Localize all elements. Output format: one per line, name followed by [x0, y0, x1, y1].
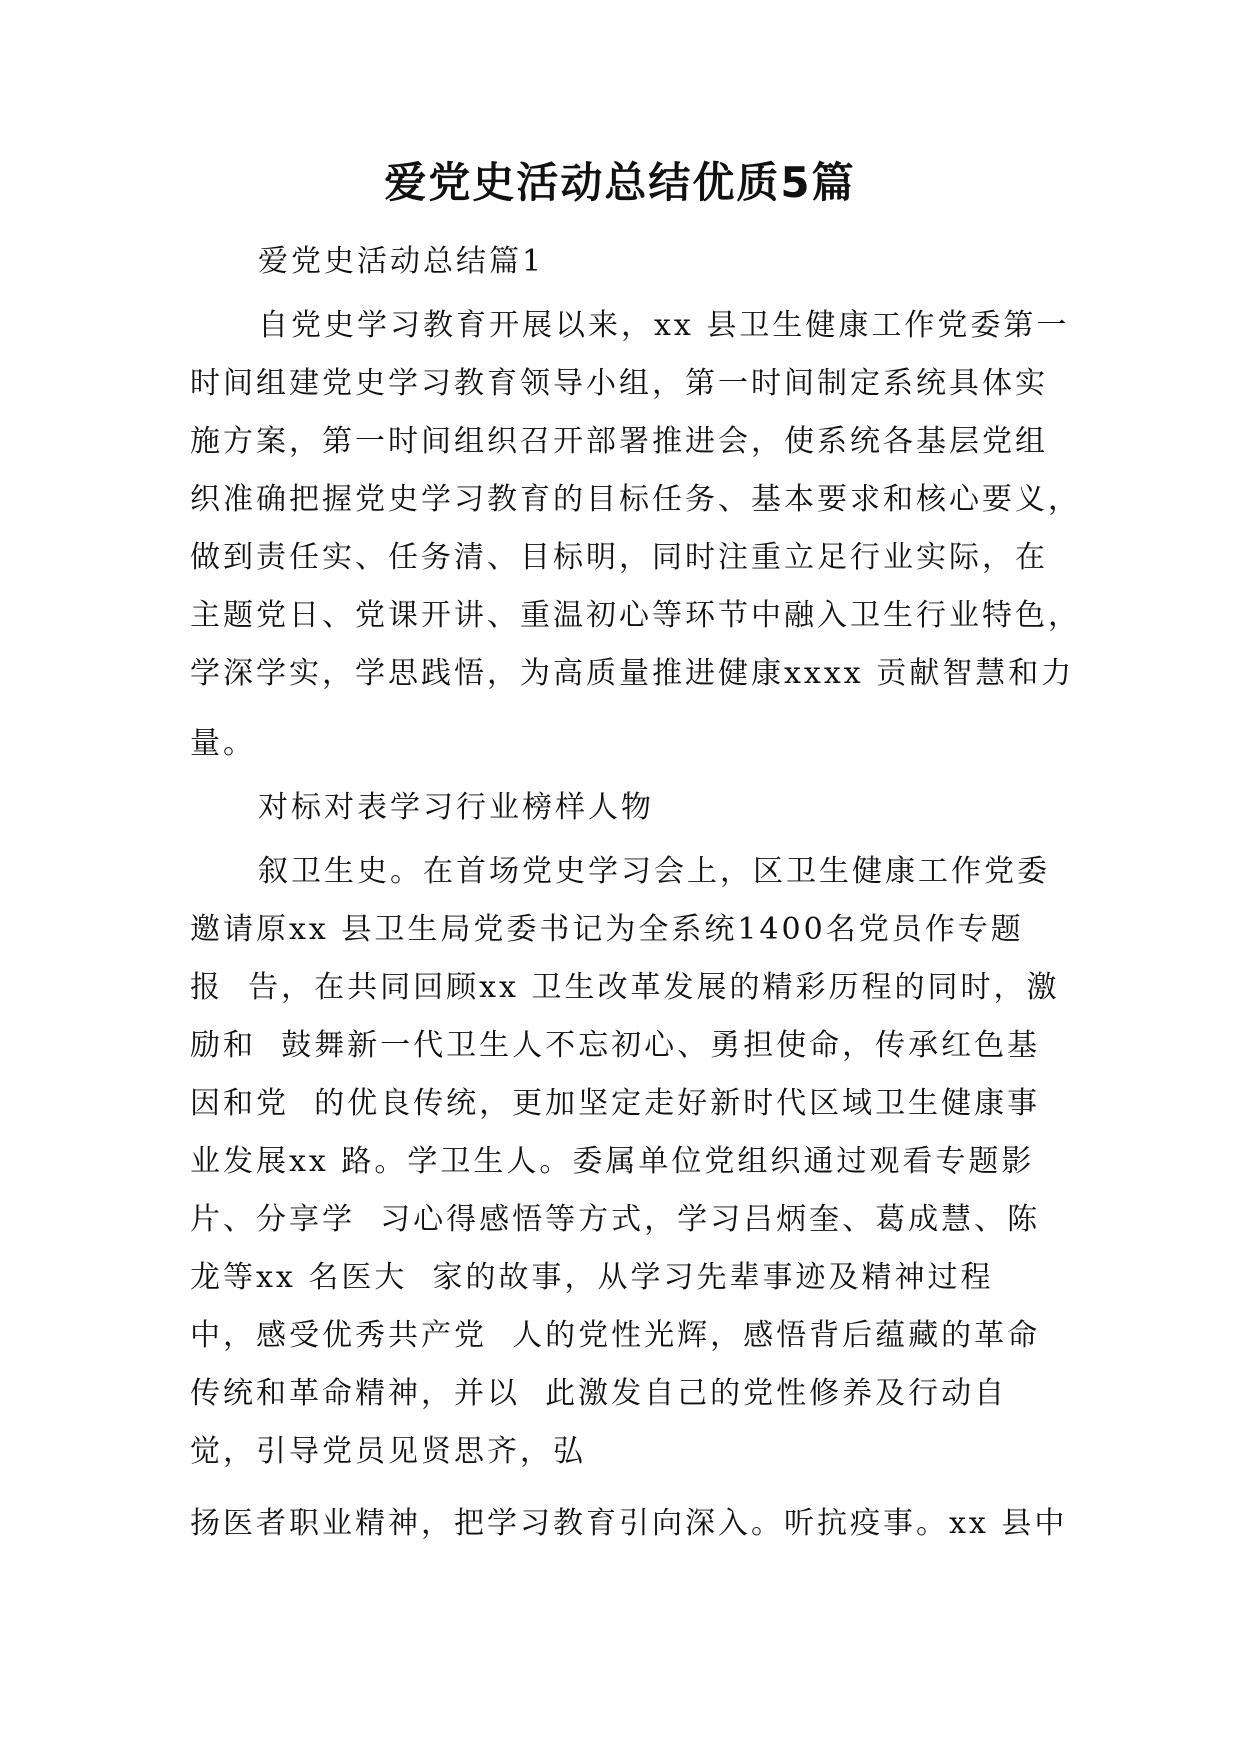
section-heading: 对标对表学习行业榜样人物	[258, 790, 654, 825]
paragraph-line: 叙卫生史。在首场党史学习会上，区卫生健康工作党委	[258, 854, 1050, 889]
paragraph-line: 片、分享学 习心得感悟等方式，学习吕炳奎、葛成慧、陈	[190, 1202, 1041, 1237]
paragraph-line: 自党史学习教育开展以来，xx 县卫生健康工作党委第一	[258, 308, 1070, 343]
paragraph-line: 龙等xx 名医大 家的故事，从学习先辈事迹及精神过程	[190, 1260, 994, 1295]
paragraph-line: 时间组建党史学习教育领导小组，第一时间制定系统具体实	[190, 366, 1048, 401]
paragraph-line: 报 告，在共同回顾xx 卫生改革发展的精彩历程的同时，激	[190, 970, 1060, 1005]
document-title: 爱党史活动总结优质5篇	[384, 158, 856, 207]
paragraph-line: 业发展xx 路。学卫生人。委属单位党组织通过观看专题影	[190, 1144, 1035, 1179]
paragraph-line: 扬医者职业精神，把学习教育引向深入。听抗疫事。xx 县中	[190, 1506, 1068, 1541]
section-subtitle: 爱党史活动总结篇1	[258, 244, 545, 279]
paragraph-line: 觉，引导党员见贤思齐，弘	[190, 1434, 586, 1469]
paragraph-line: 中，感受优秀共产党 人的党性光辉，感悟背后蕴藏的革命	[190, 1318, 1041, 1353]
paragraph-line: 因和党 的优良传统，更加坚定走好新时代区域卫生健康事	[190, 1086, 1041, 1121]
paragraph-line: 邀请原xx 县卫生局党委书记为全系统1400名党员作专题	[190, 912, 1024, 947]
paragraph-line: 励和 鼓舞新一代卫生人不忘初心、勇担使命，传承红色基	[190, 1028, 1041, 1063]
paragraph-line: 施方案，第一时间组织召开部署推进会，使系统各基层党组	[190, 424, 1048, 459]
paragraph-line: 量。	[190, 726, 256, 761]
paragraph-line: 学深学实，学思践悟，为高质量推进健康xxxx 贡献智慧和力	[190, 656, 1075, 691]
paragraph-line: 传统和革命精神，并以 此激发自己的党性修养及行动自	[190, 1376, 1008, 1411]
paragraph-line: 织准确把握党史学习教育的目标任务、基本要求和核心要义，	[190, 482, 1081, 517]
paragraph-line: 主题党日、党课开讲、重温初心等环节中融入卫生行业特色，	[190, 598, 1081, 633]
paragraph-line: 做到责任实、任务清、目标明，同时注重立足行业实际，在	[190, 540, 1048, 575]
